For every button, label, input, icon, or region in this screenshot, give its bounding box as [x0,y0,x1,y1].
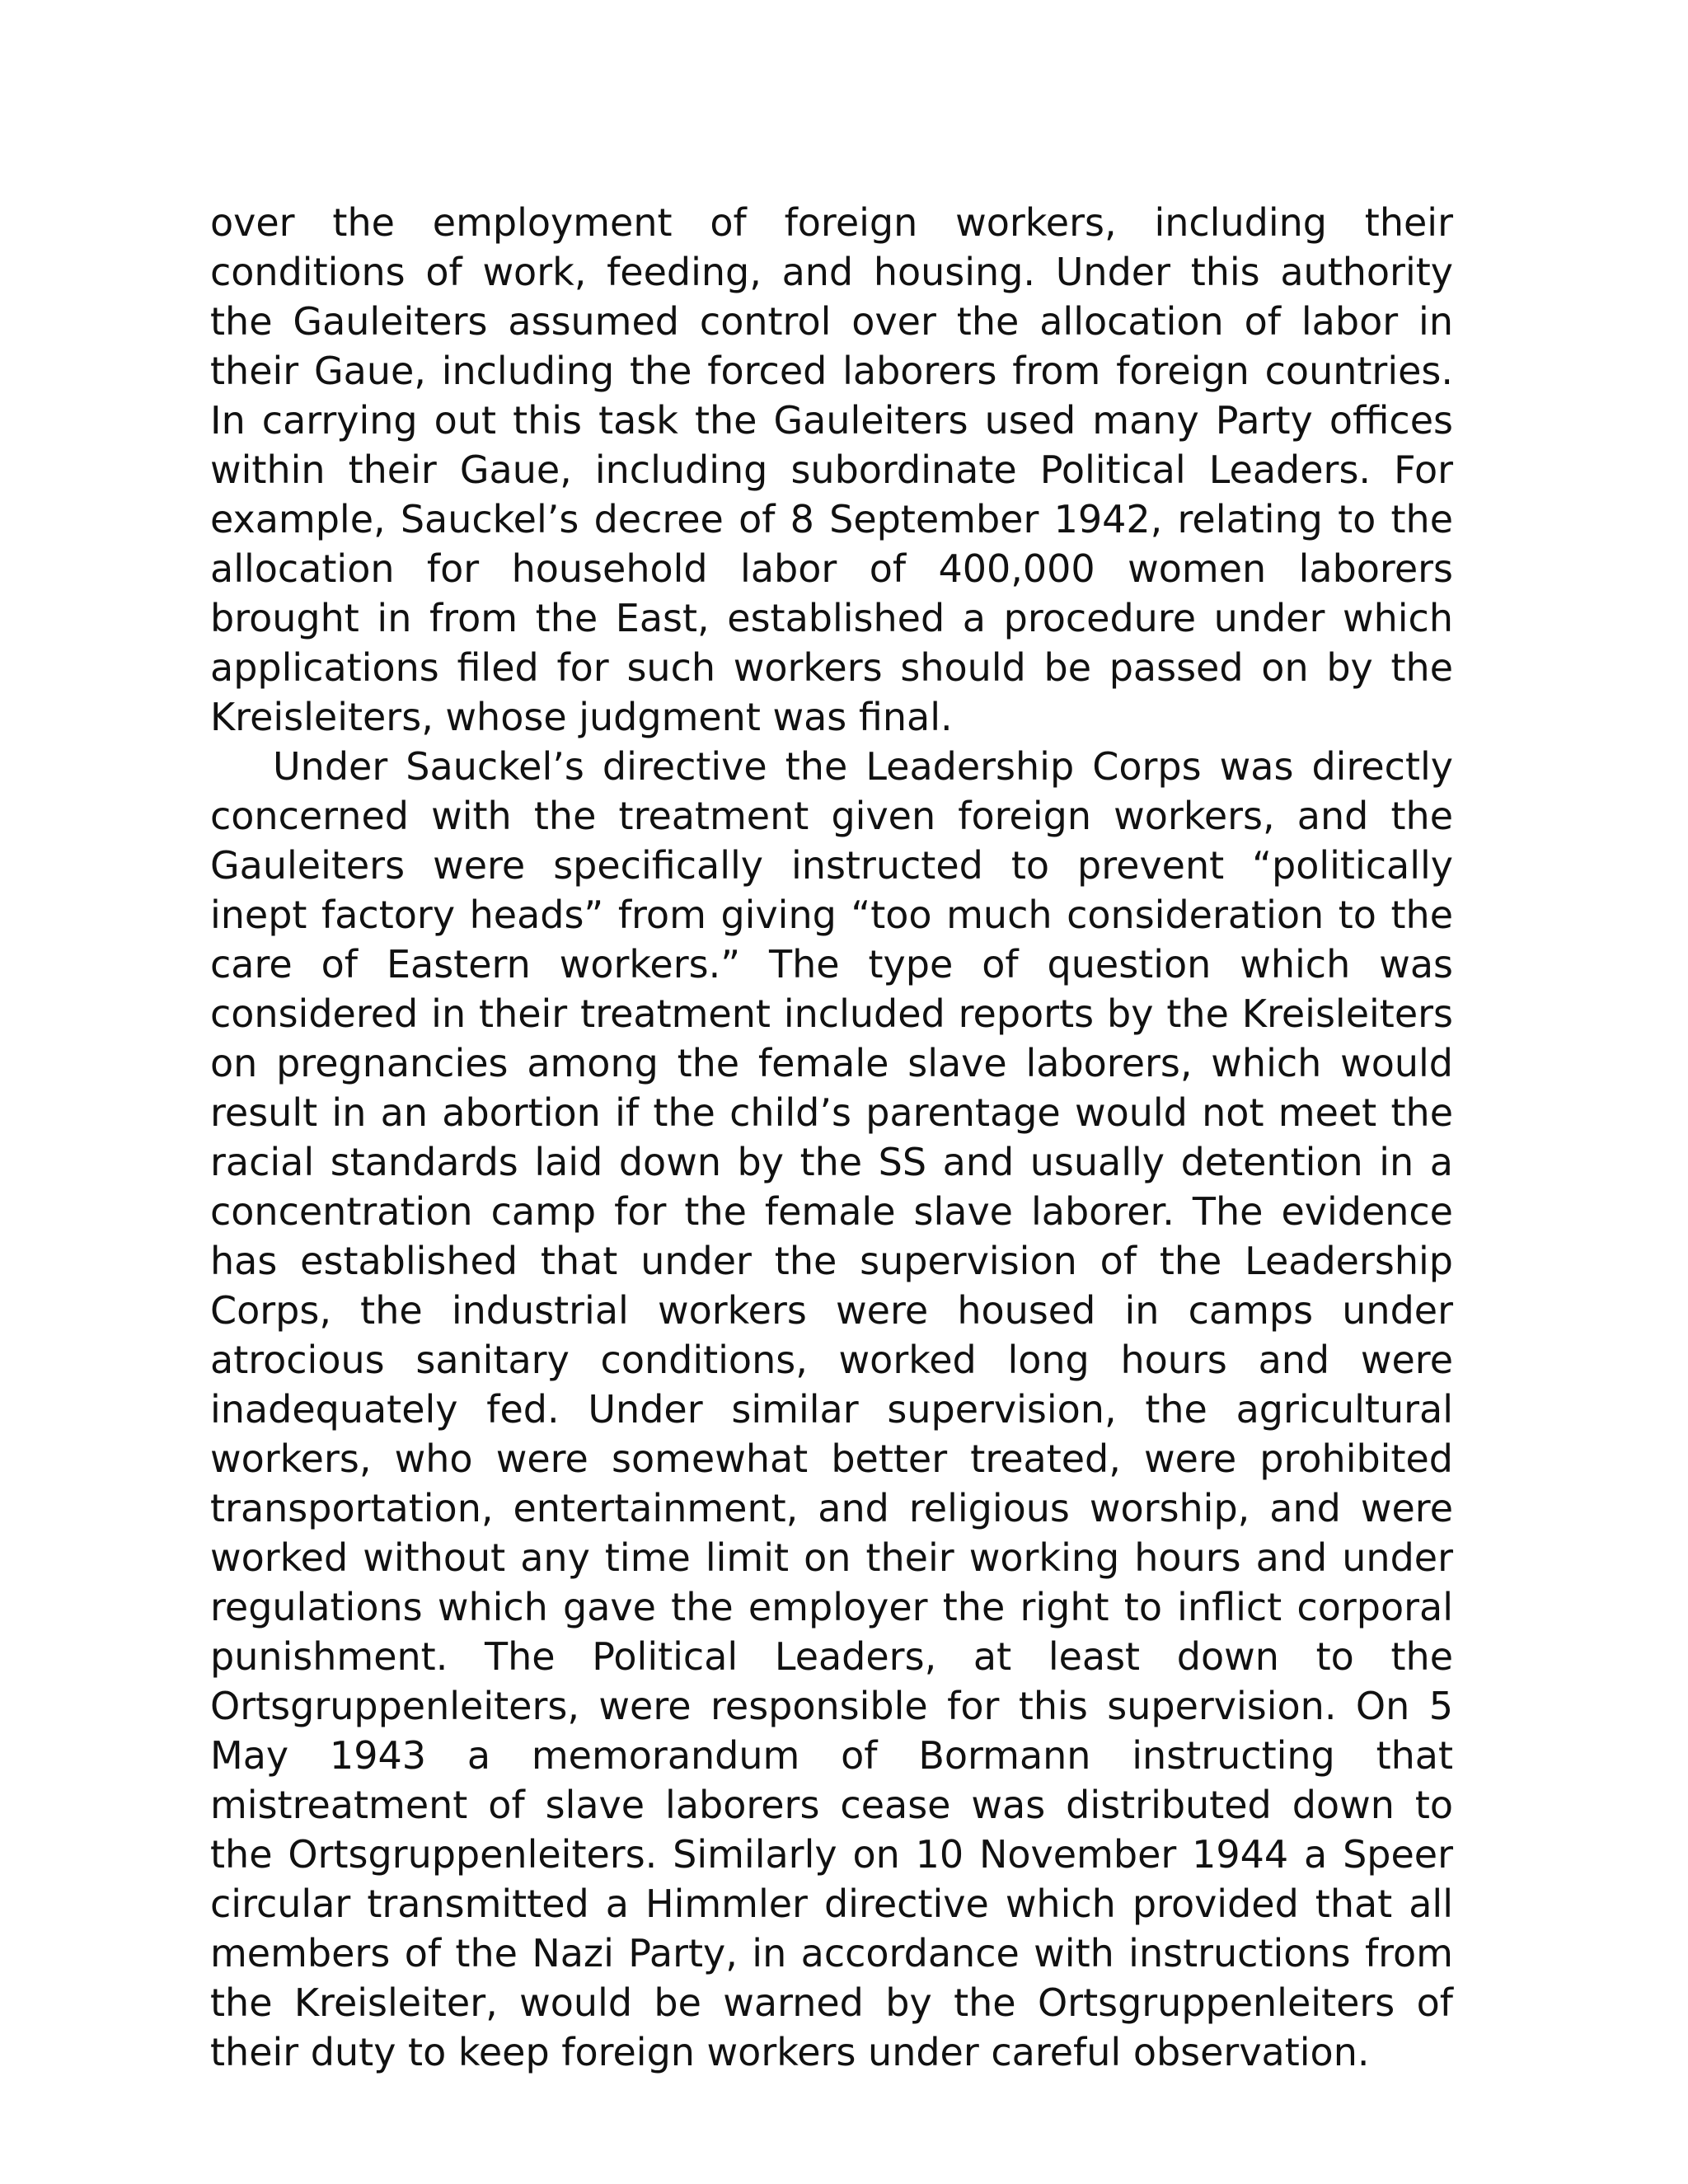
paragraph-sauckel-directive: Under Sauckel’s directive the Leadership Corps was directly concerned with the treatment given foreign workers, and the Gauleiters were specifically instructed to prevent “politically inept factory heads” from giving “too much consideration to the care of Eastern workers.” The type of question which was considered in their treatment included reports by the Kreisleiters on pregnancies among the female slave laborers, which would result in an abortion if the child’s parentage would not meet the racial standards laid down by the SS and usually detention in a concentration camp for the female slave laborer. The evidence has established that under the supervision of the Leadership Corps, the industrial workers were housed in camps under atrocious sanitary conditions, worked long hours and were inadequately fed. Under similar supervision, the agricultural workers, who were somewhat better treated, were prohibited transportation, entertainment, and religious worship, and were worked without any time limit on their working hours and under regulations which gave the employer the right to inflict corporal punishment. The Political Leaders, at least down to the Ortsgruppenleiters, were responsible for this supervision. On 5 May 1943 a memorandum of Bormann instructing that mistreatment of slave laborers cease was distributed down to the Ortsgruppenleiters. Similarly on 10 November 1944 a Speer circular transmitted a Himmler directive which provided that all members of the Nazi Party, in accordance with instructions from the Kreisleiter, would be warned by the Ortsgruppenleiters of their duty to keep foreign workers under careful observation. [210,744,1453,2074]
document-page [210,198,1453,2077]
paragraph-continued: over the employment of foreign workers, including their conditions of work, feeding, and housing. Under this authority the Gauleiters assumed control over the allocation of labor in their Gaue, including the forced laborers from foreign countries. In carrying out this task the Gauleiters used many Party offices within their Gaue, including subordinate Political Leaders. For example, Sauckel’s decree of 8 September 1942, relating to the allocation for household labor of 400,000 women laborers brought in from the East, established a procedure under which applications filed for such workers should be passed on by the Kreisleiters, whose judgment was final. [210,200,1453,739]
